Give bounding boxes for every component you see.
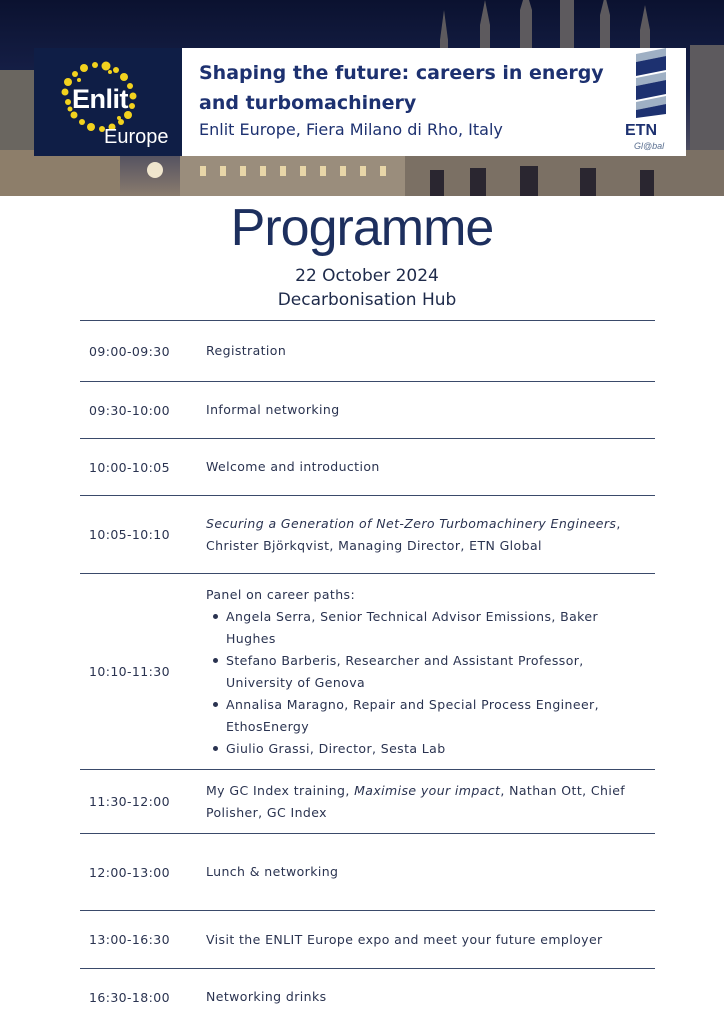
agenda-row [80,495,655,573]
header-banner-photo [0,0,724,196]
banner-box [34,48,686,156]
agenda-item [206,780,655,824]
panel-speaker: Stefano Barberis, Researcher and Assistant Professor, University of Genova [206,650,635,694]
banner-text [182,48,686,156]
agenda-row [80,769,655,833]
agenda-item: Welcome and introduction [206,459,380,474]
agenda-row [80,438,655,495]
agenda-item [206,584,655,760]
agenda-item: Visit the ENLIT Europe expo and meet your future employer [206,931,603,947]
agenda-time: 10:05-10:10 [89,527,170,542]
agenda-table [80,320,655,1024]
event-venue: Decarbonisation Hub [277,290,457,310]
training-label: My GC Index training, [206,782,355,798]
talk-speaker: , Christer Björkqvist, Managing Director, ETN Global [206,515,621,553]
agenda-row [80,381,655,438]
panel-heading: Panel on career paths: [206,586,356,602]
training-speaker: , Nathan Ott, Chief Polisher, GC Index [206,782,626,820]
agenda-time: 16:30-18:00 [89,989,170,1005]
etn-global-logo [620,48,680,156]
agenda-row [80,910,655,968]
banner-subtitle: Enlit Europe, Fiera Milano di Rho, Italy [199,120,503,139]
agenda-time: 09:30-10:00 [89,402,170,418]
agenda-row [80,573,655,769]
agenda-item [206,513,655,557]
agenda-item: Lunch & networking [206,864,339,879]
agenda-row [80,320,655,381]
agenda-item: Networking drinks [206,989,327,1004]
banner-title: Shaping the future: careers in energy and turbomachinery [199,62,604,114]
panel-speaker: Angela Serra, Senior Technical Advisor Emissions, Baker Hughes [206,606,635,650]
agenda-time: 12:00-13:00 [89,864,170,880]
enlit-logo-subword: Europe [104,126,169,148]
agenda-row [80,968,655,1024]
panel-speaker: Annalisa Maragno, Repair and Special Process Engineer, EthosEnergy [206,694,635,738]
agenda-time: 11:30-12:00 [89,794,170,809]
etn-stack-icon [620,48,680,120]
enlit-logo-word: Enlit [72,84,128,114]
panel-speaker: Giulio Grassi, Director, Sesta Lab [206,738,635,760]
etn-logo-name: ETN [625,122,657,139]
etn-logo-global: Gl@bal [634,141,665,151]
agenda-item: Informal networking [206,402,340,417]
agenda-time: 13:00-16:30 [89,932,170,947]
agenda-time: 10:10-11:30 [89,664,170,679]
talk-title: Securing a Generation of Net-Zero Turbomachinery Engineers [206,515,617,531]
agenda-row [80,833,655,910]
agenda-time: 10:00-10:05 [89,459,170,475]
enlit-europe-logo [34,48,182,156]
training-title: Maximise your impact [354,782,501,798]
panel-speaker-list [206,606,635,760]
agenda-time: 09:00-09:30 [89,343,170,359]
page-title: Programme [230,199,494,257]
event-date: 22 October 2024 [295,266,439,286]
agenda-item: Registration [206,343,287,358]
